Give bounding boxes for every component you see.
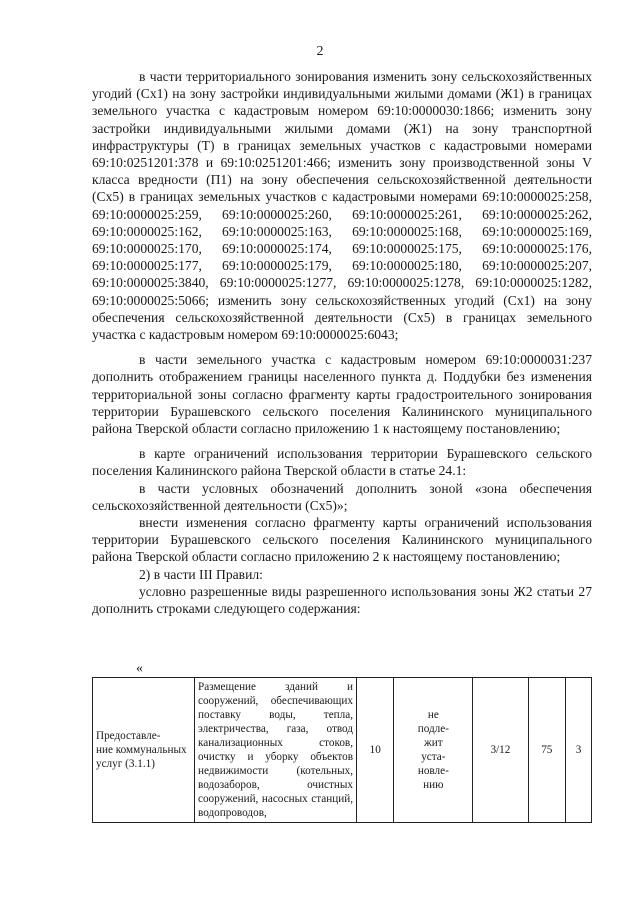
value-cell [566, 678, 592, 823]
floors-height-value: 3/12 [490, 744, 511, 756]
paragraph-legend-addition: в части условных обозначений дополнить зоной «зона обеспечения сельскохозяйственной деятельности (Сх5)»; [92, 480, 592, 513]
zone-uses-table [92, 677, 592, 823]
use-description: Размещение зданий и сооружений, обеспечивающих поставку воды, тепла, электричества, газа, отвод канализационных стоков, очистку и уборку объектов недвижимости (котельных, водозаборов, очистных сооружений, насосных станций, водопроводов, [198, 681, 353, 819]
use-description-cell [195, 678, 357, 823]
value-cell [528, 678, 565, 823]
paragraph-conditional-uses: условно разрешенные виды разрешенного использования зоны Ж2 статьи 27 дополнить строками следующего содержания: [92, 583, 592, 617]
paragraph-territorial-zoning: в части территориального зонирования изменить зону сельскохозяйственных угодий (Сх1) на зону застройки индивидуальными жилыми домами (Ж1) в границах земельного участка с кадастровым номером 69:10:0000030:1866; изменить зону застройки индивидуальными жилыми домами (Ж1) на зону транспортной инфраструктуры (Т) в границах земельных участков с кадастровыми номерами 69:10:0251201:378 и 69:10:0251201:466; изменить зону производственной зоны V класса вредности (П1) на зону обеспечения сельскохозяйственной деятельности (Сх5) в границах земельных участков с кадастровыми номерами 69:10:0000025:258, 69:10:0000025:259, 69:10:0000025:260, 69:10:0000025:261, 69:10:0000025:262, 69:10:0000025:162, 69:10:0000025:163, 69:10:0000025:168, 69:10:0000025:169, 69:10:0000025:170, 69:10:0000025:174, 69:10:0000025:175, 69:10:0000025:176, 69:10:0000025:177, 69:10:0000025:179, 69:10:0000025:180, 69:10:0000025:207, 69:10:0000025:3840, 69:10:0000025:1277, 69:10:0000025:1278, 69:10:0000025:1282, 69:10:0000025:5066; изменить зону сельскохозяйственных угодий (Сх1) на зону обеспечения сельскохозяйственной деятельности (Сх5) в границах земельного участка с кадастровым номером 69:10:0000025:6043; [92, 69, 592, 343]
value-cell [394, 678, 473, 823]
value-cell [473, 678, 528, 823]
open-quote: « [136, 661, 143, 676]
paragraph-make-changes: внести изменения согласно фрагменту карты ограничений использования территории Бурашевского сельского поселения Калининского муниципального района Тверской области согласно приложению 2 к настоящему постановлению; [92, 515, 592, 565]
not-subject-value: не подле- жит уста- новле- нию [417, 709, 449, 791]
page-number: 2 [316, 44, 324, 59]
value-cell [357, 678, 394, 823]
paragraph-restrictions-map: в карте ограничений использования территории Бурашевского сельского поселения Калининского района Тверской области в статье 24.1: [92, 446, 592, 479]
document-body [92, 68, 592, 617]
paragraph-part-three: 2) в части III Правил: [139, 566, 263, 582]
paragraph-land-plot-boundary: в части земельного участка с кадастровым номером 69:10:0000031:237 дополнить отображением границы населенного пункта д. Поддубки без изменения территориальной зоны согласно фрагменту карты градостроительного зонирования территории Бурашевского сельского поселения Калининского муниципального района Тверской области согласно приложению 1 к настоящему постановлению; [92, 352, 592, 437]
min-plot-size-value: 10 [369, 744, 381, 756]
use-name-cell [93, 678, 195, 823]
setback-value: 3 [575, 744, 582, 756]
use-name: Предоставле- ние коммунальных услуг (3.1.1) [96, 730, 187, 770]
table-row [93, 678, 592, 823]
coverage-percent-value: 75 [541, 744, 553, 756]
